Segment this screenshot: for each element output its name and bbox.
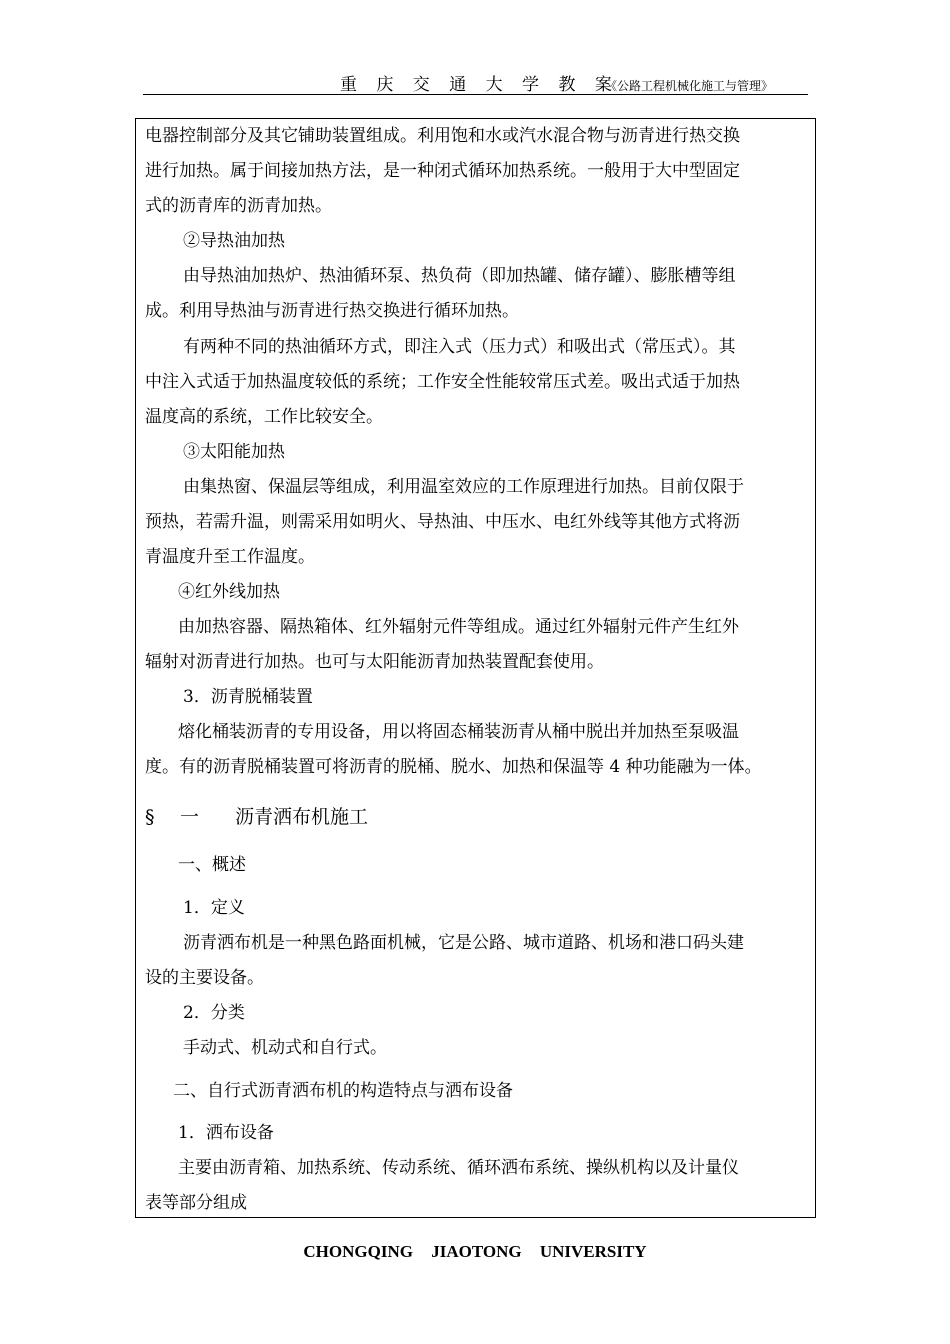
text-line: 由加热容器、隔热箱体、红外辐射元件等组成。通过红外辐射元件产生红外 xyxy=(178,617,739,637)
header-rule xyxy=(143,94,808,95)
section-heading xyxy=(145,805,368,829)
text-line: 青温度升至工作温度。 xyxy=(145,547,315,567)
text-line: 手动式、机动式和自行式。 xyxy=(183,1038,387,1058)
text-line: 设的主要设备。 xyxy=(145,968,264,988)
heading-overview: 一、概述 xyxy=(178,855,246,875)
text-line: 温度高的系统，工作比较安全。 xyxy=(145,407,383,427)
text-line: 表等部分组成 xyxy=(145,1193,247,1213)
text-line: 辐射对沥青进行加热。也可与太阳能沥青加热装置配套使用。 xyxy=(145,652,604,672)
subheading-infrared-heating: ④红外线加热 xyxy=(178,582,280,602)
section-title: 沥青洒布机施工 xyxy=(235,806,369,828)
heading-structure: 二、自行式沥青洒布机的构造特点与洒布设备 xyxy=(173,1081,513,1101)
text-line: 度。有的沥青脱桶装置可将沥青的脱桶、脱水、加热和保温等 4 种功能融为一体。 xyxy=(145,757,762,777)
text-line: 电器控制部分及其它铺助装置组成。利用饱和水或汽水混合物与沥青进行热交换 xyxy=(145,126,740,146)
text-line: 式的沥青库的沥青加热。 xyxy=(145,196,332,216)
section-symbol: § xyxy=(145,806,155,828)
text-line: 由集热窗、保温层等组成，利用温室效应的工作原理进行加热。目前仅限于 xyxy=(183,477,744,497)
heading-classification: 2．分类 xyxy=(183,1003,245,1023)
text-line: 主要由沥青箱、加热系统、传动系统、循环洒布系统、操纵机构以及计量仪 xyxy=(178,1158,739,1178)
text-line: 熔化桶装沥青的专用设备，用以将固态桶装沥青从桶中脱出并加热至泵吸温 xyxy=(178,722,739,742)
document-header-title: 重 庆 交 通 大 学 教 案 xyxy=(340,75,619,95)
text-line: 沥青洒布机是一种黑色路面机械，它是公路、城市道路、机场和港口码头建 xyxy=(183,933,744,953)
text-line: 中注入式适于加热温度较低的系统；工作安全性能较常压式差。吸出式适于加热 xyxy=(145,372,740,392)
text-line: 预热，若需升温，则需采用如明火、导热油、中压水、电红外线等其他方式将沥 xyxy=(145,512,740,532)
footer-university-name: CHONGQING JIAOTONG UNIVERSITY xyxy=(303,1242,647,1261)
course-title: 《公路工程机械化施工与管理》 xyxy=(605,79,774,93)
subheading-solar-heating: ③太阳能加热 xyxy=(183,442,285,462)
subheading-debarreling: 3．沥青脱桶装置 xyxy=(183,687,313,707)
text-line: 成。利用导热油与沥青进行热交换进行循环加热。 xyxy=(145,301,519,321)
subheading-steam-heating: ②导热油加热 xyxy=(183,231,285,251)
section-number: 一 xyxy=(180,806,200,828)
text-line: 由导热油加热炉、热油循环泵、热负荷（即加热罐、储存罐）、膨胀槽等组 xyxy=(183,266,736,286)
text-line: 进行加热。属于间接加热方法，是一种闭式循环加热系统。一般用于大中型固定 xyxy=(145,161,740,181)
heading-definition: 1．定义 xyxy=(183,898,245,918)
heading-spraying-equipment: 1．洒布设备 xyxy=(178,1123,274,1143)
text-line: 有两种不同的热油循环方式，即注入式（压力式）和吸出式（常压式）。其 xyxy=(183,337,736,357)
